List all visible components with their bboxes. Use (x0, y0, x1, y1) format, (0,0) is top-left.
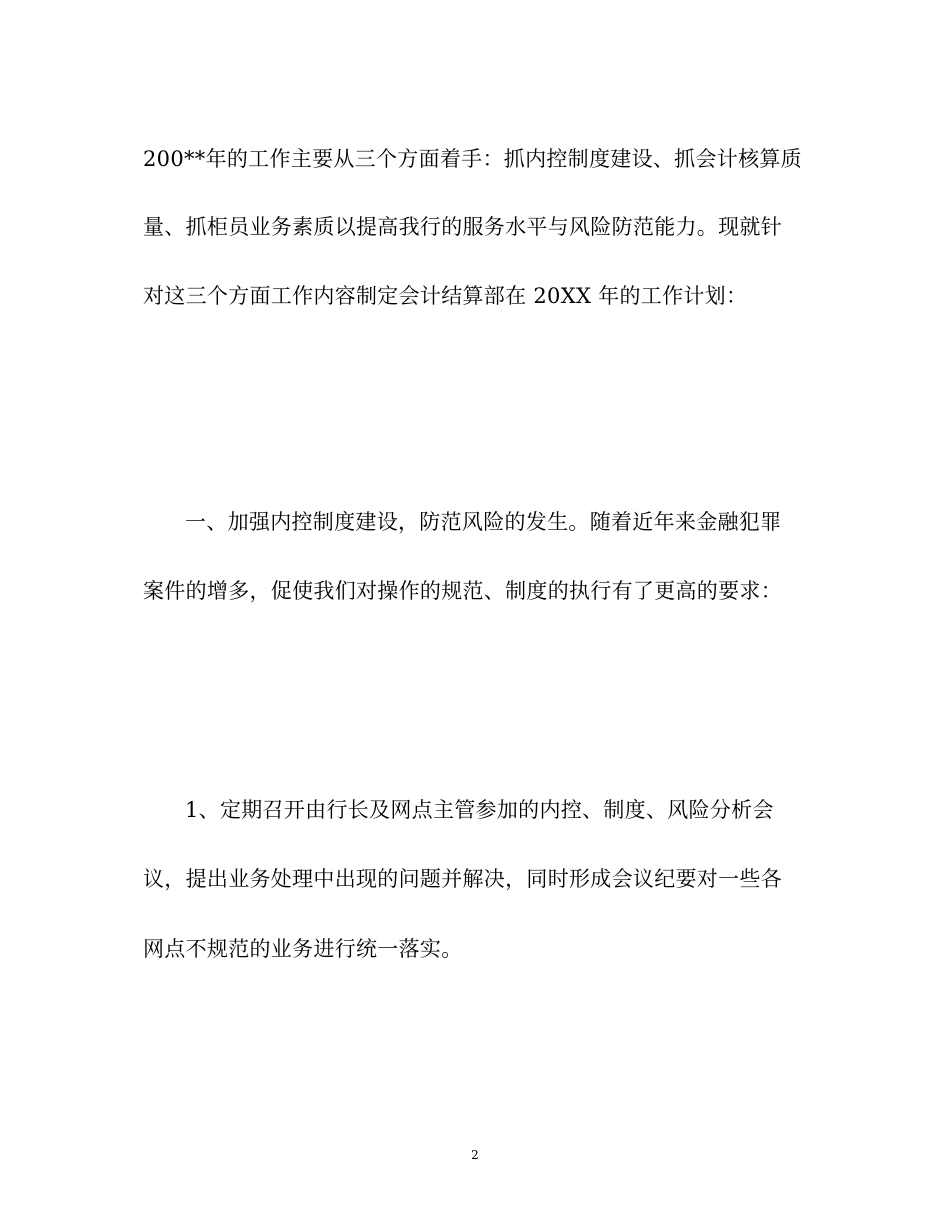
paragraph-1-line-1: 200**年的工作主要从三个方面着手：抓内控制度建设、抓会计核算质 (143, 147, 802, 171)
paragraph-2-line-1: 一、加强内控制度建设，防范风险的发生。随着近年来金融犯罪 (185, 510, 782, 534)
paragraph-2-line-2: 案件的增多，促使我们对操作的规范、制度的执行有了更高的要求： (143, 579, 782, 603)
paragraph-3-line-2: 议，提出业务处理中出现的问题并解决，同时形成会议纪要对一些各 (143, 867, 782, 891)
paragraph-1-line-2: 量、抓柜员业务素质以提高我行的服务水平与风险防范能力。现就针 (143, 215, 782, 239)
paragraph-3-line-3: 网点不规范的业务进行统一落实。 (143, 937, 463, 961)
page-number: 2 (471, 1148, 479, 1162)
paragraph-1-line-3: 对这三个方面工作内容制定会计结算部在 20XX 年的工作计划： (143, 284, 748, 308)
paragraph-3-line-1: 1、定期召开由行长及网点主管参加的内控、制度、风险分析会 (185, 798, 774, 822)
